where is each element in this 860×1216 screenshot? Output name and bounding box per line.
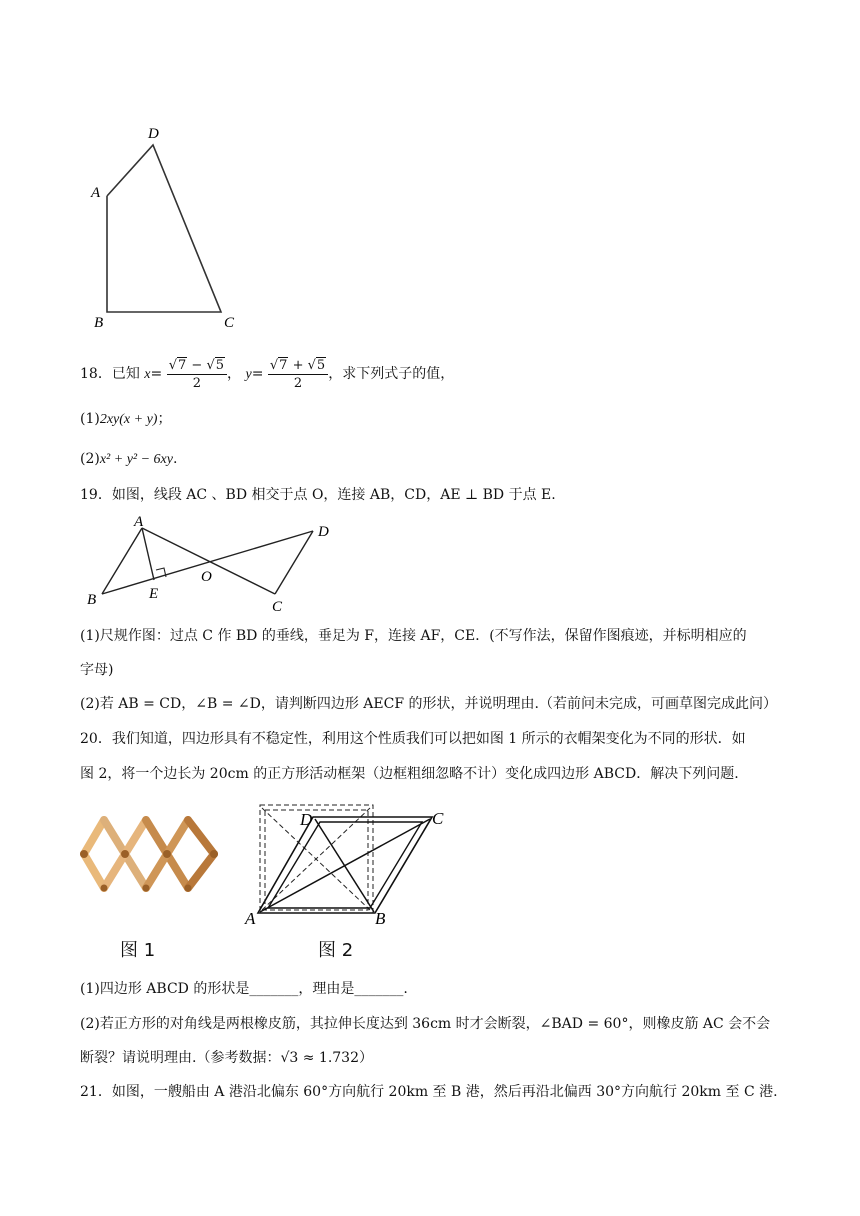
q18-y-fraction: $\frac{√7 + √5}{2}$	[268, 357, 328, 392]
q18-statement	[80, 356, 454, 393]
q18-x-fraction: $\frac{√7 - √5}{2}$	[167, 357, 227, 392]
q19-statement: 19．如图，线段 AC 、BD 相交于点 O，连接 AB，CD，AE ⊥ BD 于点 E.	[80, 487, 556, 503]
label-O: O	[201, 569, 212, 585]
rack-peg	[121, 850, 129, 858]
label-A: A	[134, 514, 144, 530]
q18-y-var: y	[245, 367, 252, 382]
label-D: D	[300, 810, 313, 829]
q19-part2: (2)若 AB = CD，∠B = ∠D，请判断四边形 AECF 的形状，并说明理由.（若前问未完成，可画草图完成此问）	[80, 696, 777, 712]
q18-part1: (1)2xy(x + y)；	[80, 411, 172, 427]
q18-y-eq: =	[251, 366, 264, 382]
segment-AE	[142, 528, 154, 580]
label-A: A	[91, 185, 101, 201]
label-C: C	[272, 599, 283, 612]
rack-peg	[210, 850, 218, 858]
rack-peg	[185, 885, 192, 892]
label-B: B	[94, 315, 104, 331]
label-D: D	[148, 126, 159, 142]
q21-statement: 21．如图，一艘船由 A 港沿北偏东 60°方向航行 20km 至 B 港，然后再沿北偏西 30°方向航行 20km 至 C 港.	[80, 1084, 778, 1100]
label-C: C	[432, 809, 444, 828]
q18-number: 18．	[80, 366, 112, 382]
q18-separator: ，	[227, 366, 242, 382]
rack-slat	[188, 854, 214, 888]
label-E: E	[149, 586, 159, 602]
rack-peg	[101, 885, 108, 892]
quad-outline	[107, 145, 221, 312]
q18-x-eq: =	[150, 366, 163, 382]
square-diagonal-dashed	[262, 808, 370, 910]
q18-x-var: x	[144, 367, 151, 382]
q18-tail: ，求下列式子的值，	[328, 366, 455, 382]
rack-slat	[84, 820, 104, 854]
q20-statement-line1: 20．我们知道，四边形具有不稳定性，利用这个性质我们可以把如图 1 所示的衣帽架变化为不同的形状．如	[80, 731, 746, 747]
q18-part2-expr: x² + y² − 6xy	[99, 452, 173, 467]
label-B: B	[87, 592, 97, 608]
quadrilateral-figure	[80, 118, 250, 338]
q20-part1: (1)四边形 ABCD 的形状是_______，理由是_______.	[80, 981, 408, 997]
label-D: D	[318, 524, 329, 540]
label-A: A	[245, 909, 256, 926]
q19-part1-line1: (1)尺规作图：过点 C 作 BD 的垂线，垂足为 F，连接 AF，CE．(不写作法，保留作图痕迹，并标明相应的	[80, 628, 747, 644]
rack-slat	[188, 820, 214, 854]
label-C: C	[224, 315, 235, 331]
rack-peg	[80, 850, 88, 858]
q20-statement-line2: 图 2，将一个边长为 20cm 的正方形活动框架（边框粗细忽略不计）变化成四边形 ABCD．解决下列问题.	[80, 766, 739, 782]
q20-figure2	[244, 800, 450, 926]
label-B: B	[375, 909, 386, 926]
hat-rack-figure	[74, 812, 226, 896]
q20-part2-line1: (2)若正方形的对角线是两根橡皮筋，其拉伸长度达到 36cm 时才会断裂，∠BAD = 60°，则橡皮筋 AC 会不会	[80, 1016, 771, 1032]
q18-lead: 已知	[111, 366, 140, 382]
figure2-caption: 图 2	[318, 940, 354, 961]
rack-slat	[84, 854, 104, 888]
diagonal-BD	[315, 819, 374, 912]
figure1-caption: 图 1	[120, 940, 156, 961]
q20-part2-line2: 断裂？请说明理由.（参考数据：√3 ≈ 1.732）	[80, 1050, 373, 1066]
q18-part1-expr: 2xy(x + y)	[99, 412, 158, 427]
q19-part1-line2: 字母)	[80, 662, 114, 678]
q19-figure	[80, 512, 350, 612]
q18-part2: (2)x² + y² − 6xy.	[80, 451, 178, 467]
rack-peg	[143, 885, 150, 892]
rack-peg	[163, 850, 171, 858]
